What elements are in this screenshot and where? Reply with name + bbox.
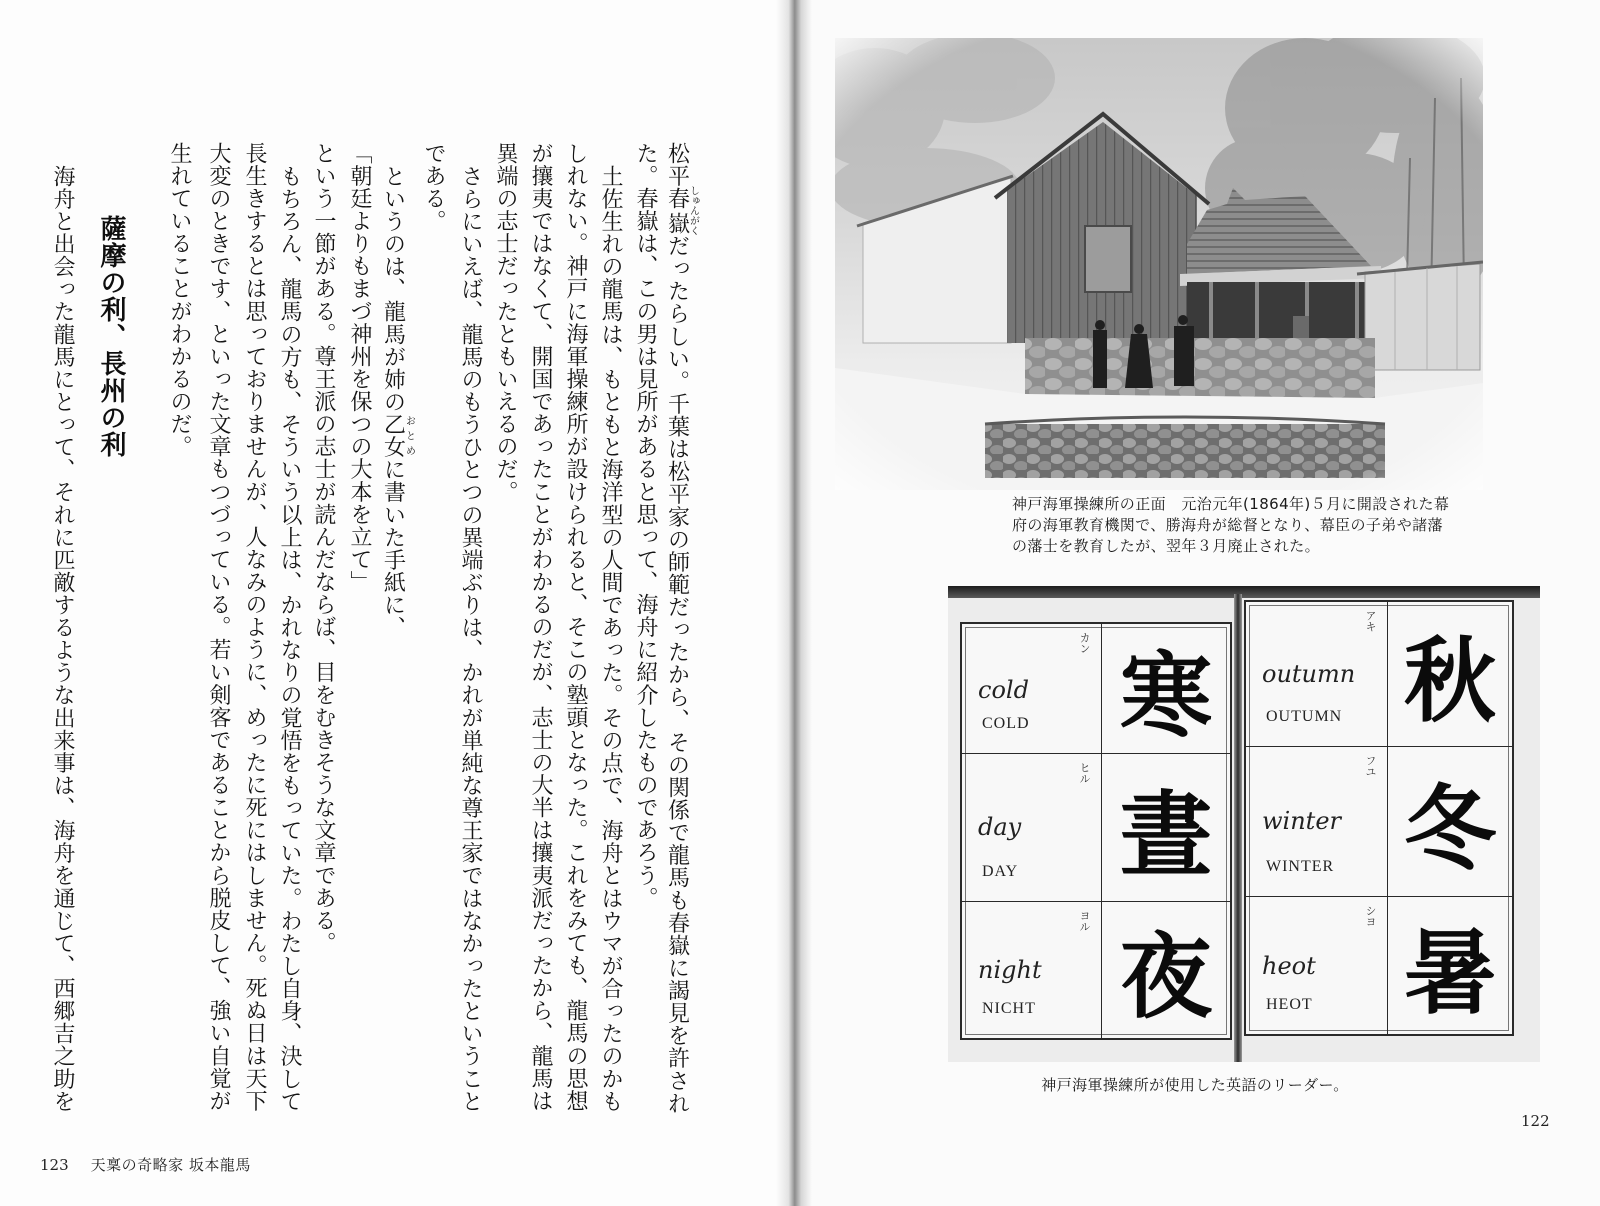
reader-kanji-cell: 冬 bbox=[1388, 747, 1512, 897]
script-word: day bbox=[978, 812, 1022, 841]
text-column: 海舟と出会った龍馬にとって、それに匹敵するような出来事は、海舟を通じて、西郷吉之助を bbox=[50, 164, 75, 1113]
reader-english-cell bbox=[962, 624, 1102, 754]
script-word: cold bbox=[978, 675, 1029, 704]
caption-line: の藩士を教育したが、翌年３月廃止された。 bbox=[1012, 537, 1321, 555]
reader-kanji-cell: 寒 bbox=[1102, 624, 1230, 754]
katakana-reading: ヨル bbox=[1078, 910, 1091, 932]
section-heading: 薩摩の利、長州の利 bbox=[96, 215, 126, 458]
reader-spine bbox=[1234, 594, 1242, 1062]
text-column bbox=[662, 142, 698, 1115]
ruby-annotation bbox=[380, 412, 415, 458]
text-column: 異端の志士だったともいえるのだ。 bbox=[493, 142, 518, 503]
text-column: 長生きするとは思っておりませんが、人なみのように、めったに死にはしません。死ぬ日は天下 bbox=[242, 142, 267, 1113]
text-column: 土佐生れの龍馬は、もともと海洋型の人間であった。その点で、海舟とはウマが合ったのかも bbox=[598, 164, 623, 1113]
text-column: という一節がある。尊王派の志士が読んだならば、目をむきそうな文章である。 bbox=[311, 142, 336, 955]
ruby-reading: しゅんがく bbox=[687, 185, 699, 236]
ruby-reading: おとめ bbox=[403, 412, 415, 458]
caption-line: 神戸海軍操練所の正面 元治元年(1864年)５月に開設された幕 bbox=[1012, 495, 1450, 513]
text-column: 大変のときです、といった文章もつづっている。若い剣客であることから脱皮して、強い自覚が bbox=[206, 142, 231, 1113]
reader-kanji-cell: 暑 bbox=[1403, 918, 1496, 1027]
reader-kanji-cell: 夜 bbox=[1119, 923, 1212, 1031]
capital-word: OUTUMN bbox=[1266, 708, 1343, 725]
capital-word: WINTER bbox=[1266, 858, 1335, 875]
reader-english-cell bbox=[1246, 747, 1388, 897]
capital-word: NICHT bbox=[982, 1000, 1036, 1017]
katakana-reading: カン bbox=[1078, 632, 1091, 654]
katakana-reading: アキ bbox=[1364, 610, 1377, 632]
reader-english-cell bbox=[1246, 897, 1388, 1034]
reader-english-cell bbox=[1246, 602, 1388, 747]
reader-english-cell bbox=[962, 754, 1102, 902]
reader-caption: 神戸海軍操練所が使用した英語のリーダー。 bbox=[1041, 1076, 1349, 1094]
page-number: 123 bbox=[40, 1156, 69, 1174]
text-column: もちろん、龍馬の方も、そういう以上は、かれなりの覚悟をもっていた。わたし自身、決して bbox=[277, 164, 302, 1113]
left-page bbox=[0, 0, 790, 1206]
ruby-base: 春嶽 bbox=[664, 185, 690, 236]
caption-line: 府の海軍教育機関で、勝海舟が総督となり、幕臣の子弟や諸藩 bbox=[1012, 516, 1443, 534]
ruby-base: 乙女 bbox=[380, 412, 406, 458]
text-column: さらにいえば、龍馬のもうひとつの異端ぶりは、かれが単純な尊王家ではなかったということ bbox=[458, 164, 483, 1113]
katakana-reading: ヒル bbox=[1078, 762, 1091, 784]
script-word: outumn bbox=[1262, 659, 1356, 688]
ruby-annotation bbox=[664, 185, 699, 236]
column-text: 松平 bbox=[664, 142, 690, 188]
photo-naval-training-building bbox=[835, 38, 1483, 490]
script-word: winter bbox=[1262, 806, 1341, 835]
capital-word: HEOT bbox=[1266, 996, 1313, 1013]
text-column bbox=[378, 142, 414, 638]
katakana-reading: シヨ bbox=[1364, 905, 1377, 927]
katakana-reading: フユ bbox=[1364, 755, 1377, 777]
book-spine-shadow bbox=[776, 0, 812, 1206]
reader-right-page bbox=[1244, 600, 1514, 1036]
script-word: heot bbox=[1262, 951, 1316, 980]
reader-top-edge bbox=[948, 586, 1540, 598]
text-column: 生れていることがわかるのだ。 bbox=[167, 142, 192, 458]
running-title: 天稟の奇略家 坂本龍馬 bbox=[90, 1156, 251, 1174]
quotation-column: 「朝廷よりもまづ神州を保つの大本を立て」 bbox=[347, 142, 372, 594]
reader-kanji-cell: 晝 bbox=[1102, 754, 1230, 902]
reader-english-cell bbox=[962, 902, 1102, 1038]
column-text: だったらしい。千葉は松平家の師範だったから、その関係で龍馬も春嶽に謁見を許され bbox=[664, 234, 690, 1115]
script-word: night bbox=[978, 956, 1042, 985]
page-footer bbox=[40, 1154, 251, 1175]
text-column: た。春嶽は、この男は見所があると思って、海舟に紹介したものであろう。 bbox=[633, 142, 658, 910]
text-column: しれない。神戸に海軍操練所が設けられると、そこの塾頭となった。これをみても、龍馬の思想 bbox=[563, 142, 588, 1113]
photo-caption bbox=[1012, 494, 1472, 557]
reader-kanji-cell: 秋 bbox=[1388, 602, 1512, 747]
column-text: というのは、龍馬が姉の bbox=[380, 164, 406, 413]
column-text: に書いた手紙に、 bbox=[380, 457, 406, 639]
text-column: が攘夷ではなくて、開国であったことがわかるのだが、志士の大半は攘夷派だったから、龍馬は bbox=[528, 142, 553, 1113]
capital-word: COLD bbox=[982, 715, 1030, 732]
page-number: 122 bbox=[1521, 1112, 1550, 1130]
text-column: である。 bbox=[421, 142, 446, 233]
english-reader-image bbox=[948, 586, 1540, 1062]
capital-word: DAY bbox=[982, 863, 1019, 880]
reader-left-page bbox=[960, 622, 1232, 1040]
